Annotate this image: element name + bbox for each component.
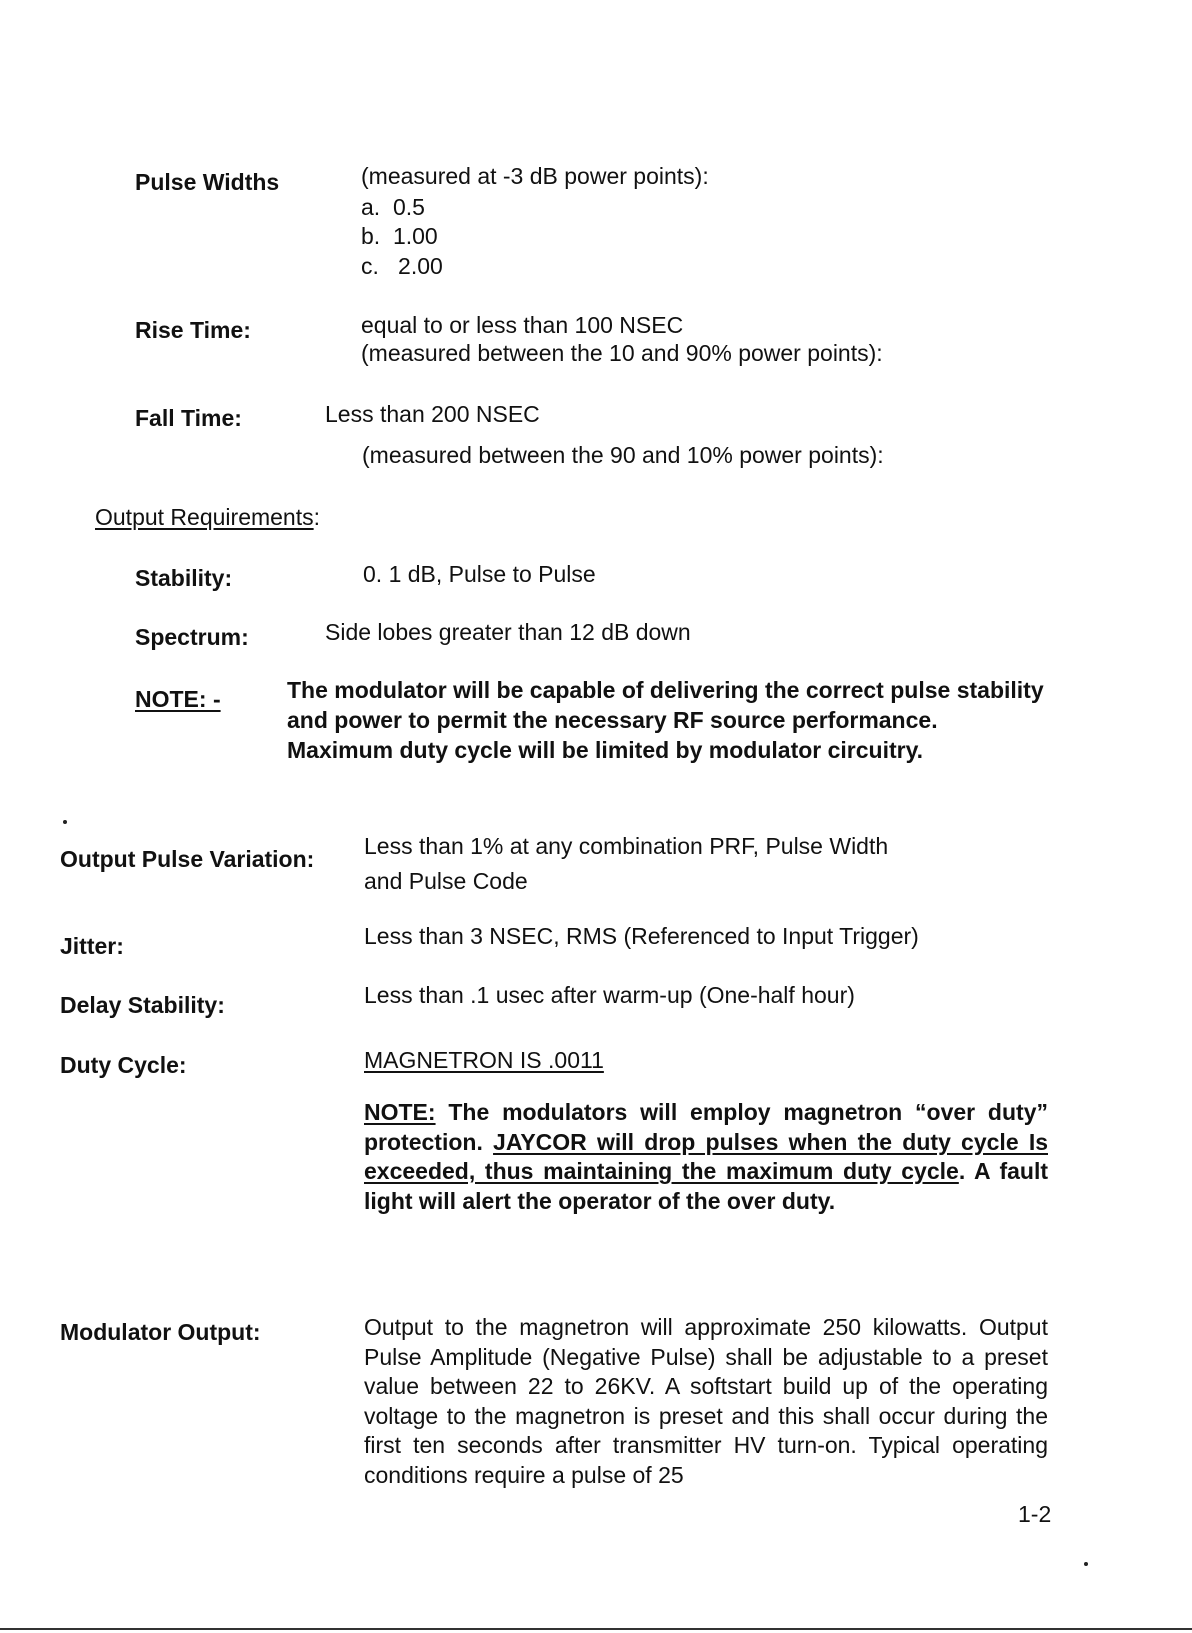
spectrum-value: Side lobes greater than 12 dB down [325,619,691,645]
pulse-width-item-a: a. 0.5 [361,194,425,220]
output-requirements-colon: : [313,504,321,530]
duty-cycle-label: Duty Cycle: [60,1052,187,1078]
modulator-output-text: Output to the magnetron will approximate 250 kilowatts. Output Pulse Amplitude (Negative Pulse) shall be adjustable to a preset value between 22 to 26KV. A softstart build up of the operating voltage to the magnetron is preset and this shall occur during the first ten seconds after transmitter HV turn-on. Typical operating conditions require a pulse of 25 [364,1314,1048,1488]
duty-cycle-note-part1: The modulators will employ magnetron “over duty” protection. [364,1099,1048,1155]
spectrum-label: Spectrum: [135,624,249,650]
fall-time-line1: Less than 200 NSEC [325,401,540,427]
output-pulse-variation-line2: and Pulse Code [364,868,528,894]
duty-cycle-note-underlined: JAYCOR will drop pulses when the duty cycle Is exceeded, thus maintaining the maximum duty cycle [364,1128,1048,1184]
rise-time-label: Rise Time: [135,317,251,343]
duty-cycle-note [364,1098,1048,1216]
jitter-label: Jitter: [60,933,124,959]
note-text: The modulator will be capable of delivering the correct pulse stability and power to permit the necessary RF source performance. Maximum duty cycle will be limited by modulator circuitry. [287,677,1044,763]
rise-time-line1: equal to or less than 100 NSEC [361,312,684,338]
pulse-width-item-b: b. 1.00 [361,223,438,249]
jitter-value: Less than 3 NSEC, RMS (Referenced to Input Trigger) [364,923,919,949]
bottom-rule [0,1628,1192,1630]
pulse-widths-label: Pulse Widths [135,169,280,195]
note-label: NOTE: - [135,686,221,712]
pulse-width-item-c: c. 2.00 [361,253,443,279]
fall-time-line2: (measured between the 90 and 10% power points): [362,442,884,468]
delay-stability-label: Delay Stability: [60,992,225,1018]
duty-cycle-value: MAGNETRON IS .0011 [364,1047,604,1073]
stray-mark [1084,1562,1088,1566]
modulator-output-label: Modulator Output: [60,1319,261,1345]
stability-label: Stability: [135,565,233,591]
rise-time-line2: (measured between the 10 and 90% power points): [361,340,883,366]
output-requirements-heading [95,503,320,532]
output-pulse-variation-label: Output Pulse Variation: [60,846,315,872]
duty-cycle-note-label: NOTE: [364,1099,436,1125]
duty-cycle-note-part2: . A fault light will alert the operator of the over duty. [364,1158,1049,1214]
fall-time-label: Fall Time: [135,405,242,431]
delay-stability-value: Less than .1 usec after warm-up (One-half hour) [364,982,855,1008]
output-requirements-title: Output Requirements [95,504,314,530]
stray-mark [63,820,67,824]
pulse-widths-intro: (measured at -3 dB power points): [361,163,709,189]
page-number: 1-2 [1018,1501,1052,1527]
stability-value: 0. 1 dB, Pulse to Pulse [363,561,596,587]
output-pulse-variation-line1: Less than 1% at any combination PRF, Pulse Width [364,833,889,859]
